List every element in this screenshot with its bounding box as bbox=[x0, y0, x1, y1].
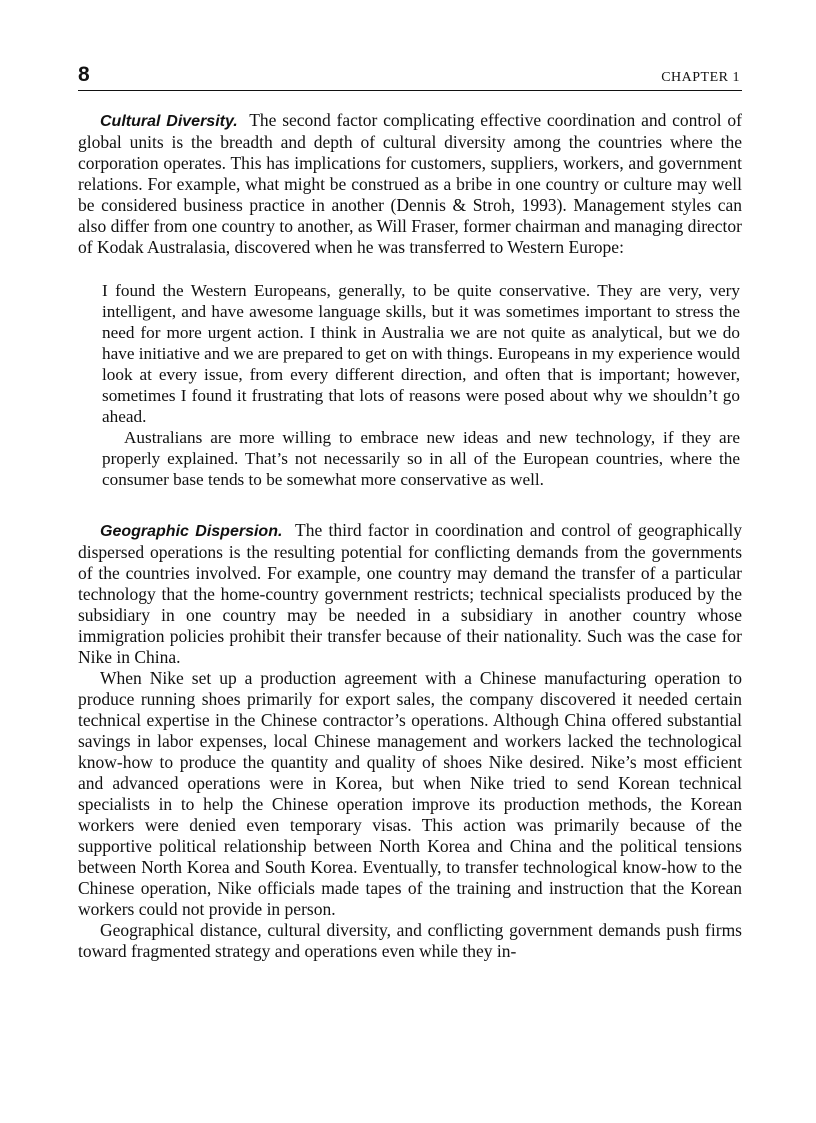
geographic-dispersion-heading: Geographic Dispersion. bbox=[100, 523, 283, 540]
cultural-diversity-heading: Cultural Diversity. bbox=[100, 113, 238, 130]
geographic-dispersion-paragraph bbox=[78, 520, 742, 668]
quote-paragraph-1: I found the Western Europeans, generally, to be quite conservative. They are very, very intelligent, and have awesome language skills, but it was sometimes important to stress the need for more urgent action. I think in Australia we are not quite as analytical, but we do have initiative and we are prepared to get on with things. Europeans in my experience would look at every issue, from every different direction, and often that is important; however, sometimes I found it frustrating that lots of reasons were posed about why we shouldn’t go ahead. bbox=[102, 281, 740, 426]
closing-paragraph: Geographical distance, cultural diversity, and conflicting government demands push firms toward fragmented strategy and operations even while they in- bbox=[78, 920, 742, 961]
chapter-label: CHAPTER 1 bbox=[661, 70, 740, 85]
geographic-dispersion-text: The third factor in coordination and control of geographically dispersed operations is the resulting potential for conflicting demands from the governments of the countries involved. For example, one country may demand the transfer of a particular technology that the home-country government restricts; technical specialists produced by the subsidiary in one country may be needed in a subsidiary in another country whose immigration policies prohibit their transfer because of their nationality. Such was the case for Nike in China. bbox=[78, 520, 743, 667]
running-header bbox=[78, 62, 742, 91]
block-quote bbox=[102, 280, 740, 490]
quote-paragraph-2: Australians are more willing to embrace new ideas and new technology, if they are properly explained. That’s not necessarily so in all of the European countries, where the consumer base tends to be somewhat more conservative as well. bbox=[102, 428, 740, 489]
page-number: 8 bbox=[78, 63, 90, 86]
body-text bbox=[78, 110, 742, 962]
nike-china-paragraph: When Nike set up a production agreement with a Chinese manufacturing operation to produce running shoes primarily for export sales, the company discovered it needed certain technical expertise in the Chinese contractor’s operations. Although China offered substantial savings in labor expenses, local Chinese management and workers lacked the technological know-how to produce the quantity and quality of shoes Nike desired. Nike’s most efficient and advanced operations were in Korea, but when Nike tried to send Korean technical specialists in to help the Chinese operation improve its production methods, the Korean workers were denied even temporary visas. This action was primarily because of the supportive political relationship between North Korea and China and the political tensions between North Korea and South Korea. Eventually, to transfer technological know-how to the Chinese operation, Nike officials made tapes of the training and instruction that the Korean workers could not provide in person. bbox=[78, 668, 742, 919]
cultural-diversity-text: The second factor complicating effective coordination and control of global units is the breadth and depth of cultural diversity among the countries where the corporation operates. This has implications for customers, suppliers, workers, and government relations. For example, what might be construed as a bribe in one country or culture may well be considered business practice in another (Dennis & Stroh, 1993). Management styles can also differ from one country to another, as Will Fraser, former chairman and managing director of Kodak Australasia, discovered when he was transferred to Western Europe: bbox=[78, 110, 742, 257]
cultural-diversity-paragraph bbox=[78, 110, 742, 258]
